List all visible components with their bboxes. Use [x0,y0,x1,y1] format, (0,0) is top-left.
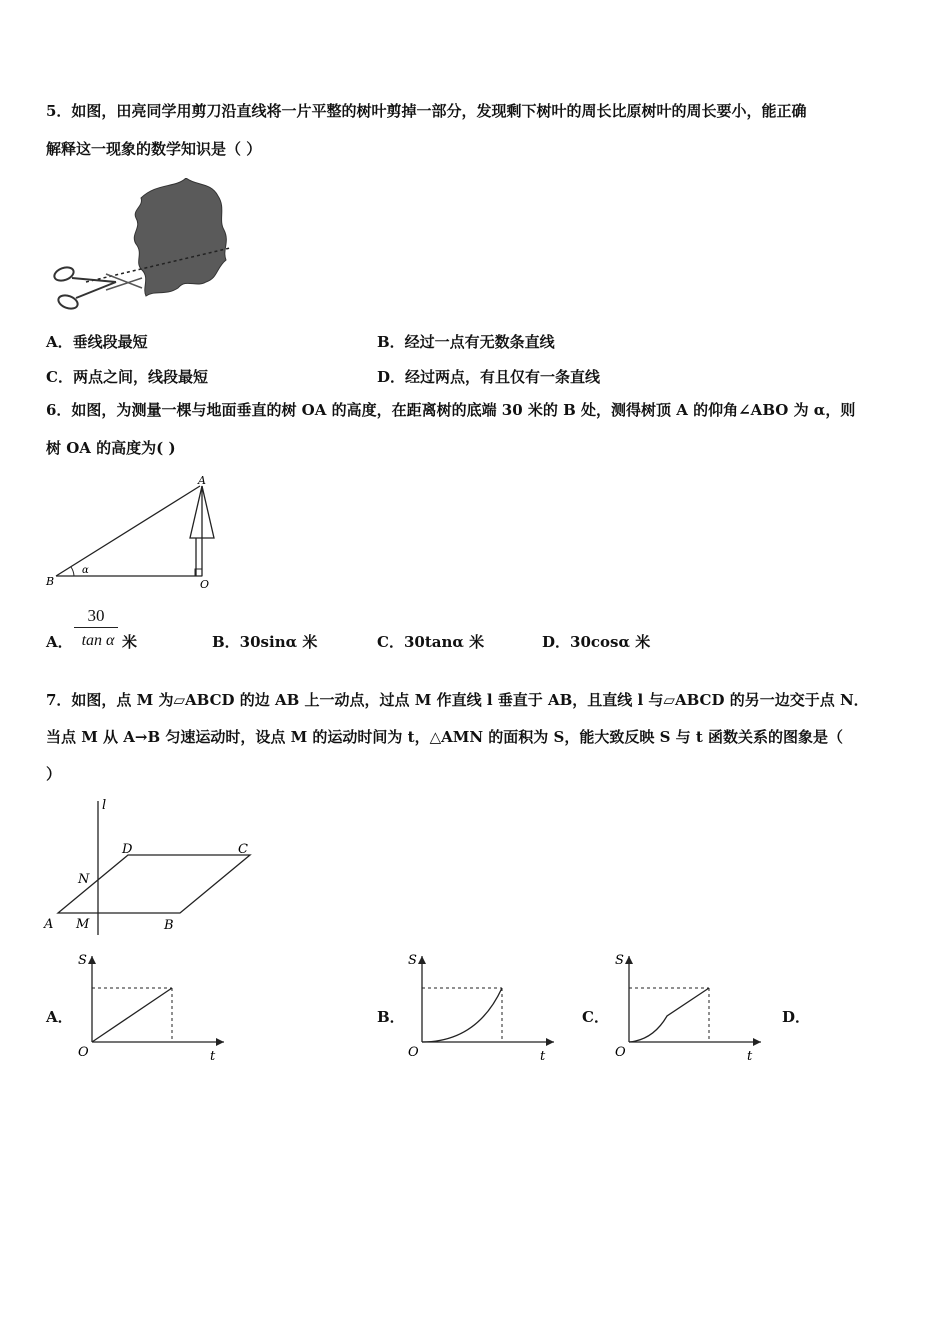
q7-label-m: M [76,917,90,932]
q7-label-a: A [44,917,54,932]
q7-graph-b-origin: O [408,1045,419,1060]
q6-tree-triangle-figure [44,472,224,590]
q5-option-a[interactable]: A．垂线段最短 [46,333,148,351]
q7-graph-a [72,948,232,1066]
q6-option-a-denominator: tan α [81,632,115,649]
q7-label-c: C [238,842,248,857]
q7-graph-a-axis-t: t [210,1049,216,1064]
q6-label-a: A [198,474,206,487]
q7-graph-c-origin: O [615,1045,626,1060]
q7-label-l: l [102,798,107,813]
q6-option-b[interactable]: B．30sinα 米 [212,633,318,651]
q6-option-a-suffix: 米 [122,633,138,651]
q6-label-o: O [200,578,210,590]
q6-stem-line1: 6．如图，为测量一棵与地面垂直的树 OA 的高度，在距离树的底端 30 米的 B 处，测得树顶 A 的仰角∠ABO 为 α，则 [46,401,856,419]
q7-option-c[interactable]: C． [582,1008,609,1026]
q7-stem-line1: 7．如图，点 M 为▱ABCD 的边 AB 上一动点，过点 M 作直线 l 垂直于 AB，且直线 l 与▱ABCD 的另一边交于点 N． [46,691,869,709]
q6-option-a-numerator: 30 [74,605,118,628]
q6-option-c[interactable]: C．30tanα 米 [377,633,485,651]
q7-parallelogram-figure [42,795,262,940]
q7-graph-b [402,948,562,1066]
q5-option-b[interactable]: B．经过一点有无数条直线 [377,333,555,351]
q7-graph-c-axis-s: S [615,953,624,968]
q7-graph-b-curve [422,988,502,1042]
q7-option-a[interactable]: A． [46,1008,73,1026]
q6-stem-line2: 树 OA 的高度为( ) [46,439,176,457]
q7-graph-b-axis-t: t [540,1049,546,1064]
q5-leaf-scissors-figure [46,178,236,318]
q7-graph-c-curve [629,988,709,1042]
q5-option-c[interactable]: C．两点之间，线段最短 [46,368,208,386]
q7-option-d[interactable]: D． [782,1008,811,1026]
q5-option-d[interactable]: D．经过两点，有且仅有一条直线 [377,368,601,386]
q6-option-a-prefix[interactable]: A． [46,633,73,651]
q7-option-b[interactable]: B． [377,1008,405,1026]
q6-label-b: B [46,575,55,588]
q7-graph-a-axis-s: S [78,953,87,968]
q7-graph-a-curve [92,988,172,1042]
q6-label-alpha: α [82,565,89,576]
q7-graph-c-axis-t: t [747,1049,753,1064]
q7-label-n: N [78,872,90,887]
q7-label-b: B [164,918,174,933]
q7-stem-line3: ） [46,765,62,783]
q5-stem-line2: 解释这一现象的数学知识是（ ） [46,140,262,158]
q7-stem-line2: 当点 M 从 A→B 匀速运动时，设点 M 的运动时间为 t，△AMN 的面积为 S，能大致反映 S 与 t 函数关系的图象是（ [46,728,843,746]
q6-option-d[interactable]: D．30cosα 米 [542,633,651,651]
q7-graph-a-origin: O [78,1045,89,1060]
q7-graph-c [609,948,769,1066]
q7-label-d: D [122,842,133,857]
q5-stem-line1: 5．如图，田亮同学用剪刀沿直线将一片平整的树叶剪掉一部分，发现剩下树叶的周长比原树叶的周长要小，能正确 [46,102,807,120]
q7-graph-b-axis-s: S [408,953,417,968]
